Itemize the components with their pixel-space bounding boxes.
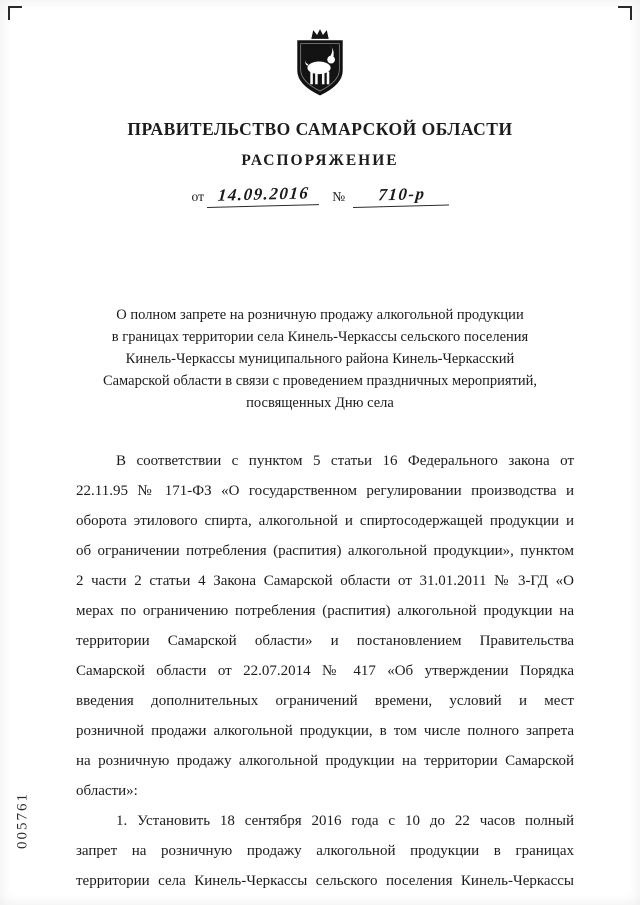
vertical-registration-number: 005761 [14,792,31,849]
handwritten-date: 14.09.2016 [207,183,320,208]
document-title-line: Кинель-Черкассы муниципального района Кинель-Черкасский [125,351,515,367]
document-type-heading: РАСПОРЯЖЕНИЕ [241,152,399,169]
document-title-line: Самарской области в связи с проведением праздничных мероприятий, [102,373,538,389]
coat-of-arms-icon [291,28,349,103]
date-number-line [0,183,640,208]
document-title [0,304,640,414]
scan-corner-mark-right [618,6,632,20]
date-prefix-label: от [191,189,204,204]
document-title-line: в границах территории села Кинель-Черкассы сельского поселения [111,329,529,345]
document-title-line: О полном запрете на розничную продажу алкогольной продукции [116,307,524,323]
body-paragraph-item-1: 1. Установить 18 сентября 2016 года с 10 до 22 часов полный запрет на розничную продажу алкогольной продукции в границах территории села Кинель-Черкассы сельского поселения Кинель-Черкассы [76,813,574,889]
number-sign-label: № [332,189,346,204]
scan-corner-mark-left [8,6,22,20]
document-body [0,446,640,896]
body-paragraph-legal-basis: В соответствии с пунктом 5 статьи 16 Федерального закона от 22.11.95 № 171-ФЗ «О государственном регулировании производства и оборота этилового спирта, алкогольной и спиртосодержащей продукции и об ограничении потребления (распития) алкогольной продукции», пунктом 2 части 2 статьи 4 Закона Самарской области от 31.01.2011 № 3-ГД «О мерах по ограничению потребления (распития) алкогольной продукции на территории Самарской области» и постановлением Правительства Самарской области от 22.07.2014 № 417 «Об утверждении Порядка введения дополнительных ограничений времени, условий и мест розничной продажи алкогольной продукции, в том числе полного запрета на розничную продажу алкогольной продукции на территории Самарской области»: [76,453,574,799]
document-title-line: посвященных Дню села [246,395,394,411]
organization-name: ПРАВИТЕЛЬСТВО САМАРСКОЙ ОБЛАСТИ [127,119,513,139]
handwritten-number: 710-р [353,183,451,208]
